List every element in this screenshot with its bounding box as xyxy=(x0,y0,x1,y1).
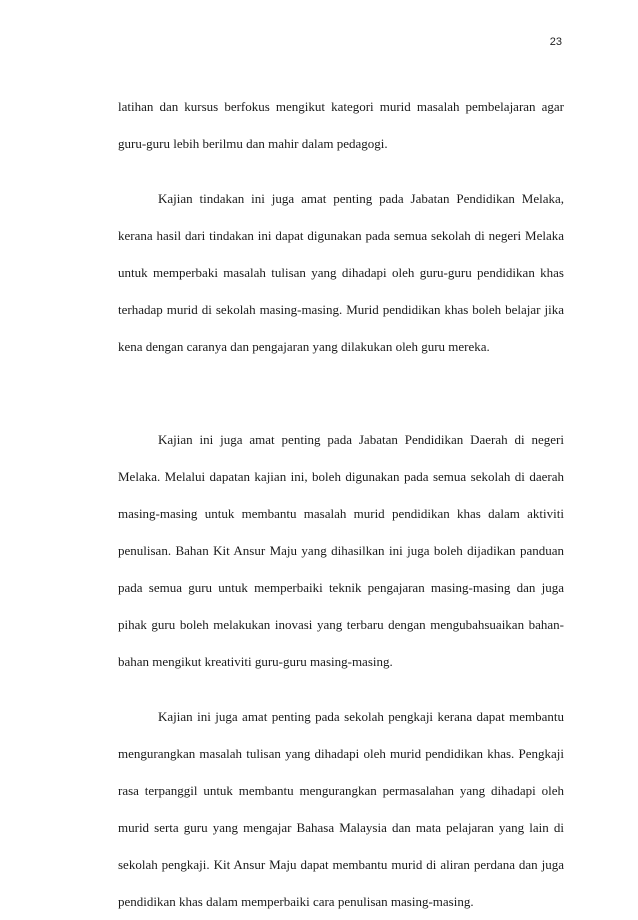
paragraph-sekolah-pengkaji: Kajian ini juga amat penting pada sekolah pengkaji kerana dapat membantu mengurangkan masalah tulisan yang dihadapi oleh murid pendidikan khas. Pengkaji rasa terpanggil untuk membantu mengurangkan permasalahan yang dihadapi oleh murid serta guru yang mengajar Bahasa Malaysia dan mata pelajaran yang lain di sekolah pengkaji. Kit Ansur Maju dapat membantu murid di aliran perdana dan juga pendidikan khas dalam memperbaiki cara penulisan masing-masing. xyxy=(118,709,564,909)
paragraph-jabatan-pendidikan-daerah: Kajian ini juga amat penting pada Jabatan Pendidikan Daerah di negeri Melaka. Melalui dapatan kajian ini, boleh digunakan pada semua sekolah di daerah masing-masing untuk membantu masalah murid pendidikan khas dalam aktiviti penulisan. Bahan Kit Ansur Maju yang dihasilkan ini juga boleh dijadikan panduan pada semua guru untuk memperbaiki teknik pengajaran masing-masing dan juga pihak guru boleh melakukan inovasi yang terbaru dengan mengubahsuaikan bahan-bahan mengikut kreativiti guru-guru masing-masing. xyxy=(118,432,564,669)
paragraph-spacer xyxy=(118,162,564,180)
paragraph-spacer xyxy=(118,365,564,421)
paragraph-jabatan-pendidikan-melaka: Kajian tindakan ini juga amat penting pada Jabatan Pendidikan Melaka, kerana hasil dari tindakan ini dapat digunakan pada semua sekolah di negeri Melaka untuk memperbaki masalah tulisan yang dihadapi oleh guru-guru pendidikan khas terhadap murid di sekolah masing-masing. Murid pendidikan khas boleh belajar jika kena dengan caranya dan pengajaran yang dilakukan oleh guru mereka. xyxy=(118,191,564,354)
paragraph-continuation: latihan dan kursus berfokus mengikut kategori murid masalah pembelajaran agar guru-guru lebih berilmu dan mahir dalam pedagogi. xyxy=(118,99,564,151)
document-body xyxy=(118,88,564,920)
paragraph-spacer xyxy=(118,680,564,698)
page-number: 23 xyxy=(549,36,562,48)
